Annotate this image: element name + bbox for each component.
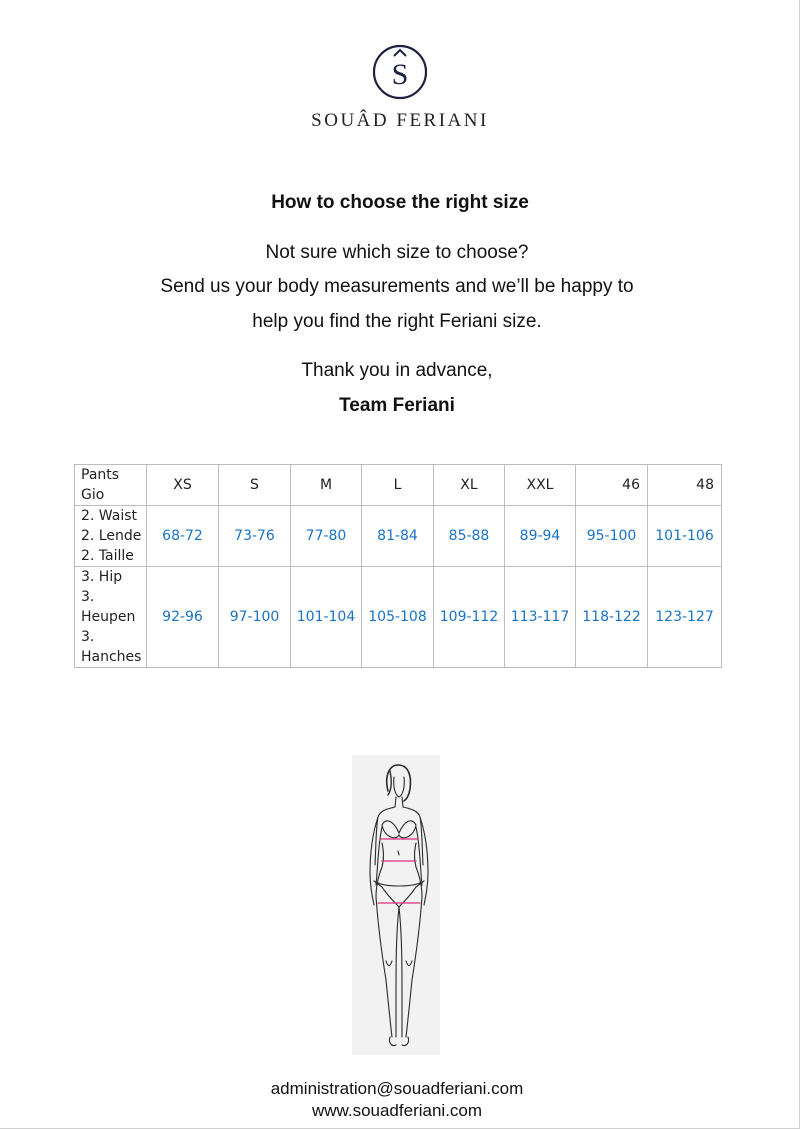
size-header: L <box>362 465 434 506</box>
measurement-cell: 73-76 <box>219 506 291 567</box>
size-header: M <box>291 465 362 506</box>
size-header: 48 <box>648 465 722 506</box>
size-header: XL <box>434 465 505 506</box>
measurement-cell: 123-127 <box>648 567 722 668</box>
measurement-cell: 89-94 <box>505 506 576 567</box>
measurement-cell: 101-104 <box>291 567 362 668</box>
s-monogram-icon <box>372 44 428 100</box>
measurement-cell: 118-122 <box>576 567 648 668</box>
row-label-line: 3. <box>81 629 95 645</box>
signature: Team Feriani <box>339 395 455 416</box>
measurement-cell: 95-100 <box>576 506 648 567</box>
measurement-cell: 105-108 <box>362 567 434 668</box>
measurement-cell: 85-88 <box>434 506 505 567</box>
measurement-cell: 68-72 <box>147 506 219 567</box>
row-label-line: 2. Lende <box>81 528 142 544</box>
contact-email[interactable]: administration@souadferiani.com <box>270 1079 524 1098</box>
size-table <box>74 464 722 668</box>
measurement-cell: 113-117 <box>505 567 576 668</box>
website-link[interactable]: www.souadferiani.com <box>311 1101 483 1120</box>
body-measurement-figure-icon <box>352 755 440 1055</box>
thanks-line: Thank you in advance, <box>301 360 493 381</box>
size-header: XXL <box>505 465 576 506</box>
svg-text:S: S <box>391 58 409 91</box>
measurement-cell: 92-96 <box>147 567 219 668</box>
row-label-line: 2. Taille <box>81 548 134 564</box>
intro-line: Not sure which size to choose? <box>265 242 529 263</box>
measurement-cell: 81-84 <box>362 506 434 567</box>
measurement-cell: 77-80 <box>291 506 362 567</box>
header-label-cell <box>75 465 147 506</box>
row-label-line: 2. Waist <box>81 508 138 524</box>
table-header-row <box>75 465 722 506</box>
brand-name: SOUÂD FERIANI <box>311 110 489 131</box>
row-label-cell <box>75 506 147 567</box>
size-header: XS <box>147 465 219 506</box>
row-label-line: Heupen <box>81 609 136 625</box>
size-header: S <box>219 465 291 506</box>
row-label-line: Hanches <box>81 649 142 665</box>
table-row-waist <box>75 506 722 567</box>
row-label-line: 3. <box>81 589 95 605</box>
measurement-cell: 101-106 <box>648 506 722 567</box>
intro-line: Send us your body measurements and we’ll be happy to <box>160 276 634 297</box>
size-header: 46 <box>576 465 648 506</box>
table-row-hip <box>75 567 722 668</box>
row-label-line: 3. Hip <box>81 569 123 585</box>
measurement-cell: 109-112 <box>434 567 505 668</box>
intro-line: help you find the right Feriani size. <box>252 311 542 332</box>
header-label-line: Gio <box>81 487 105 503</box>
row-label-cell <box>75 567 147 668</box>
page-title: How to choose the right size <box>271 192 529 213</box>
header-label-line: Pants <box>81 467 120 483</box>
measurement-cell: 97-100 <box>219 567 291 668</box>
